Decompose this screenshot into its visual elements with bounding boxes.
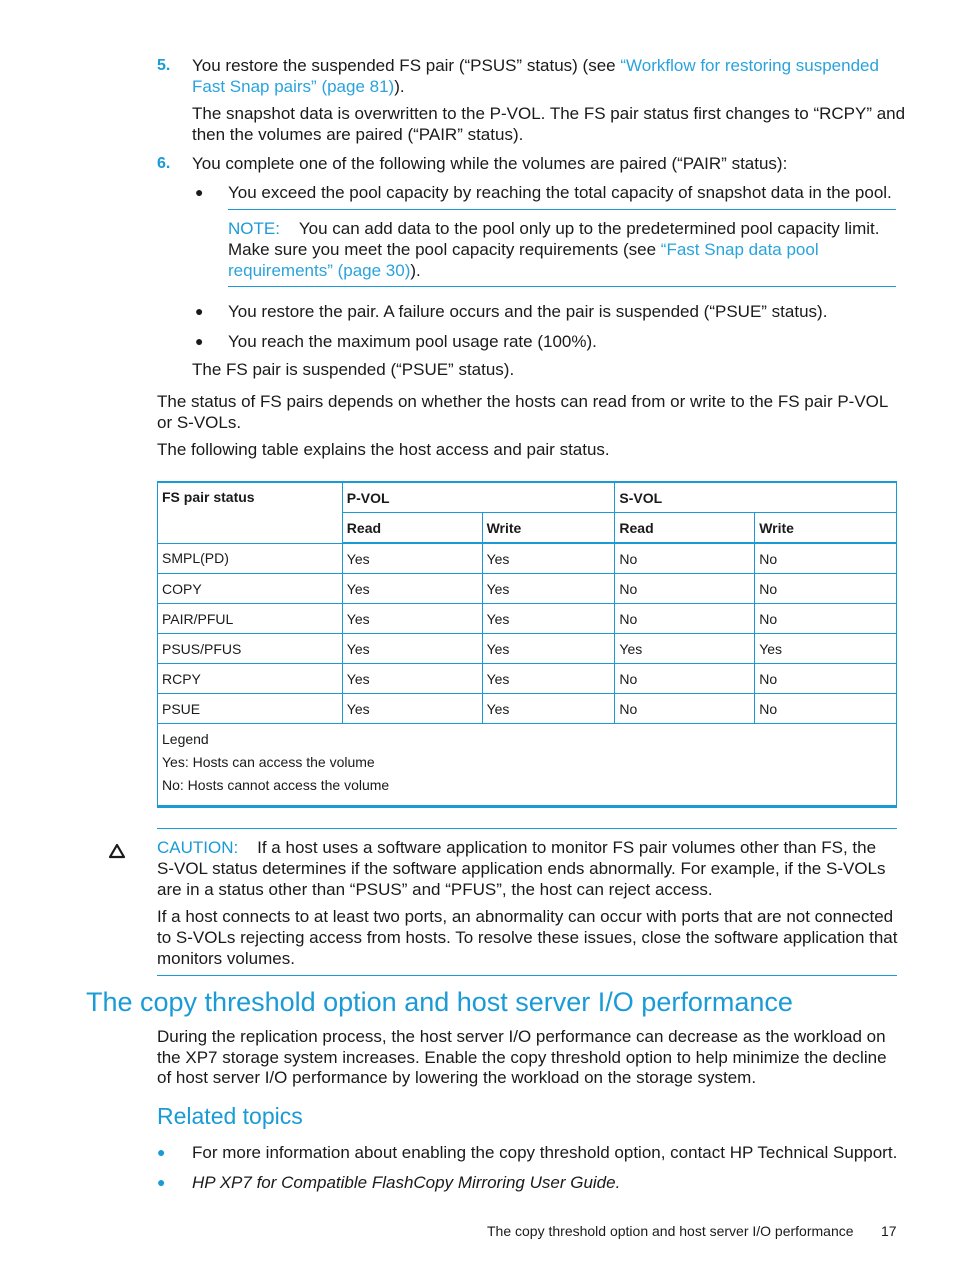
table-legend: Legend Yes: Hosts can access the volume No: Hosts cannot access the volume [158,724,897,807]
column-header: S-VOL [615,482,897,513]
table-row [158,664,897,694]
list-item: HP XP7 for Compatible FlashCopy Mirroring User Guide. [192,1173,621,1192]
paragraph: or S-VOLs. [157,413,242,432]
table-cell: No [615,574,755,604]
bullet-icon: ● [195,333,204,349]
bullet-icon: ● [195,184,204,200]
table-cell: Yes [342,604,482,634]
table-cell: Yes [482,664,615,694]
table-legend-row [158,724,897,807]
note-bottom-rule [228,286,896,287]
caution-text: CAUTION: If a host uses a software application to monitor FS pair volumes other than FS, the [157,838,877,857]
column-header: P-VOL [342,482,615,513]
pair-status-table [157,481,897,808]
table-cell: PSUE [158,694,343,724]
column-header: Read [615,513,755,544]
table-row [158,574,897,604]
column-header: FS pair status [158,482,343,543]
table-cell: Yes [482,574,615,604]
caution-label: CAUTION: [157,838,239,857]
table-row [158,694,897,724]
table-header-row [158,482,897,513]
list-item: You exceed the pool capacity by reaching the total capacity of snapshot data in the pool. [228,183,892,202]
step-text: You restore the suspended FS pair (“PSUS” status) (see “Workflow for restoring suspended [192,56,879,75]
document-page: 5. You restore the suspended FS pair (“PSUS” status) (see “Workflow for restoring suspended Fast Snap pairs” (page 81)). The snapshot data is overwritten to the P-VOL. The FS pair status first changes to “RCPY” and then the volumes are paired (“PAIR” status). 6. You complete one of the following while the volumes are paired (“PAIR” status): ● You exceed the pool capacity by reaching the total capacity of snapshot data in the pool. NOTE: You can add data to the pool only up to the predetermined pool capacity limit. Make sure you meet the pool capacity requirements (see “Fast Snap data pool requirements” (page 30)). ● You restore the pair. A failure occurs and the pair is suspended (“PSUE” status). ● You reach the maximum pool usage rate (100%). The FS pair is suspended (“PSUE” status). The status of FS pairs depends on whether the hosts can read from or write to the FS pair P-VOL or S-VOLs. The following table explains the host access and pair status. FS pair status P-VOL S-VOL Read Write Read Write SMPL(PD) Yes Yes No No COPY Yes Yes No No PAIR/PFUL Yes Yes No No PSUS/PFUS Yes Yes Yes Yes RCPY Yes Yes No No PSUE Yes Yes No No Legend Yes: Hosts can access the volume No: Hosts cannot access the volume CAUTION: If a host uses a software application to monitor FS pair volumes other than FS, the S-VOL status determines if the software application ends abnormally. For example, if the S-VOLs are in a status other than “PSUS” and “PFUS”, the host can reject access. If a host connects to at least two ports, an abnormality can occur with ports that are not connected to S-VOLs rejecting access from hosts. To resolve these issues, close the software application that monitors volumes. The copy threshold option and host server I/O performance During the replication process, the host server I/O performance can decrease as the workload on the XP7 storage system increases. Enable the copy threshold option to help minimize the decline of host server I/O performance by lowering the workload on the storage system. Related topics ● For more information about enabling the copy threshold option, contact HP Technical Support. ● HP XP7 for Compatible FlashCopy Mirroring User Guide. The copy threshold option and host server I/O performance 17 [86,56,906,1239]
table-cell: Yes [482,694,615,724]
step-number: 6. [157,155,171,172]
bullet-icon: ● [157,1144,166,1160]
column-header: Read [342,513,482,544]
table-row [158,634,897,664]
paragraph: of host server I/O performance by lowering the workload on the storage system. [157,1068,757,1087]
list-item: You reach the maximum pool usage rate (100%). [228,332,597,351]
caution-top-rule [157,828,897,829]
table-row [158,604,897,634]
column-header: Write [755,513,897,544]
table-cell: No [615,664,755,694]
table-cell: No [755,543,897,574]
paragraph: The snapshot data is overwritten to the P-VOL. The FS pair status first changes to “RCPY” and [192,104,906,123]
table-cell: Yes [342,574,482,604]
table-cell: Yes [482,634,615,664]
table-cell: COPY [158,574,343,604]
caution-bottom-rule [157,975,897,976]
table-cell: PSUS/PFUS [158,634,343,664]
cross-reference-link[interactable]: “Fast Snap data pool [660,240,819,259]
table-cell: Yes [755,634,897,664]
table-cell: Yes [615,634,755,664]
table-cell: Yes [482,604,615,634]
bullet-icon: ● [157,1174,166,1190]
table-cell: No [615,694,755,724]
table-cell: No [755,664,897,694]
table-cell: Yes [342,543,482,574]
table-cell: PAIR/PFUL [158,604,343,634]
paragraph: The following table explains the host access and pair status. [157,440,610,459]
note: NOTE: You can add data to the pool only up to the predetermined pool capacity limit. [228,219,880,238]
table-cell: No [615,604,755,634]
table-cell: No [755,694,897,724]
table-cell: No [755,574,897,604]
table-cell: Yes [342,694,482,724]
subsection-heading: Related topics [157,1103,303,1129]
note-top-rule [228,209,896,210]
table-cell: No [615,543,755,574]
note-label: NOTE: [228,219,280,238]
table-cell: SMPL(PD) [158,543,343,574]
list-item: You restore the pair. A failure occurs and the pair is suspended (“PSUE” status). [228,302,828,321]
cross-reference-link[interactable]: requirements” (page 30) [228,261,411,280]
table-cell: Yes [342,634,482,664]
paragraph: During the replication process, the host server I/O performance can decrease as the workload on [157,1027,886,1046]
list-item: For more information about enabling the copy threshold option, contact HP Technical Support. [192,1143,898,1162]
bullet-icon: ● [195,303,204,319]
table-cell: RCPY [158,664,343,694]
table-cell: No [755,604,897,634]
paragraph: The status of FS pairs depends on whether the hosts can read from or write to the FS pair P-VOL [157,392,889,411]
paragraph: the XP7 storage system increases. Enable the copy threshold option to help minimize the decline [157,1048,887,1067]
column-header: Write [482,513,615,544]
cross-reference-link[interactable]: Fast Snap pairs” (page 81) [192,77,395,96]
table-cell: Yes [482,543,615,574]
paragraph: The FS pair is suspended (“PSUE” status). [192,360,515,379]
table-row [158,543,897,574]
footer-title: The copy threshold option and host server I/O performance [487,1223,854,1239]
paragraph: then the volumes are paired (“PAIR” status). [192,125,524,144]
cross-reference-link[interactable]: “Workflow for restoring suspended [620,56,879,75]
page-number: 17 [881,1223,897,1239]
step-text: You complete one of the following while the volumes are paired (“PAIR” status): [192,154,788,173]
table-cell: Yes [342,664,482,694]
step-number: 5. [157,57,171,74]
section-heading: The copy threshold option and host server I/O performance [86,987,793,1017]
caution-icon [108,843,126,859]
